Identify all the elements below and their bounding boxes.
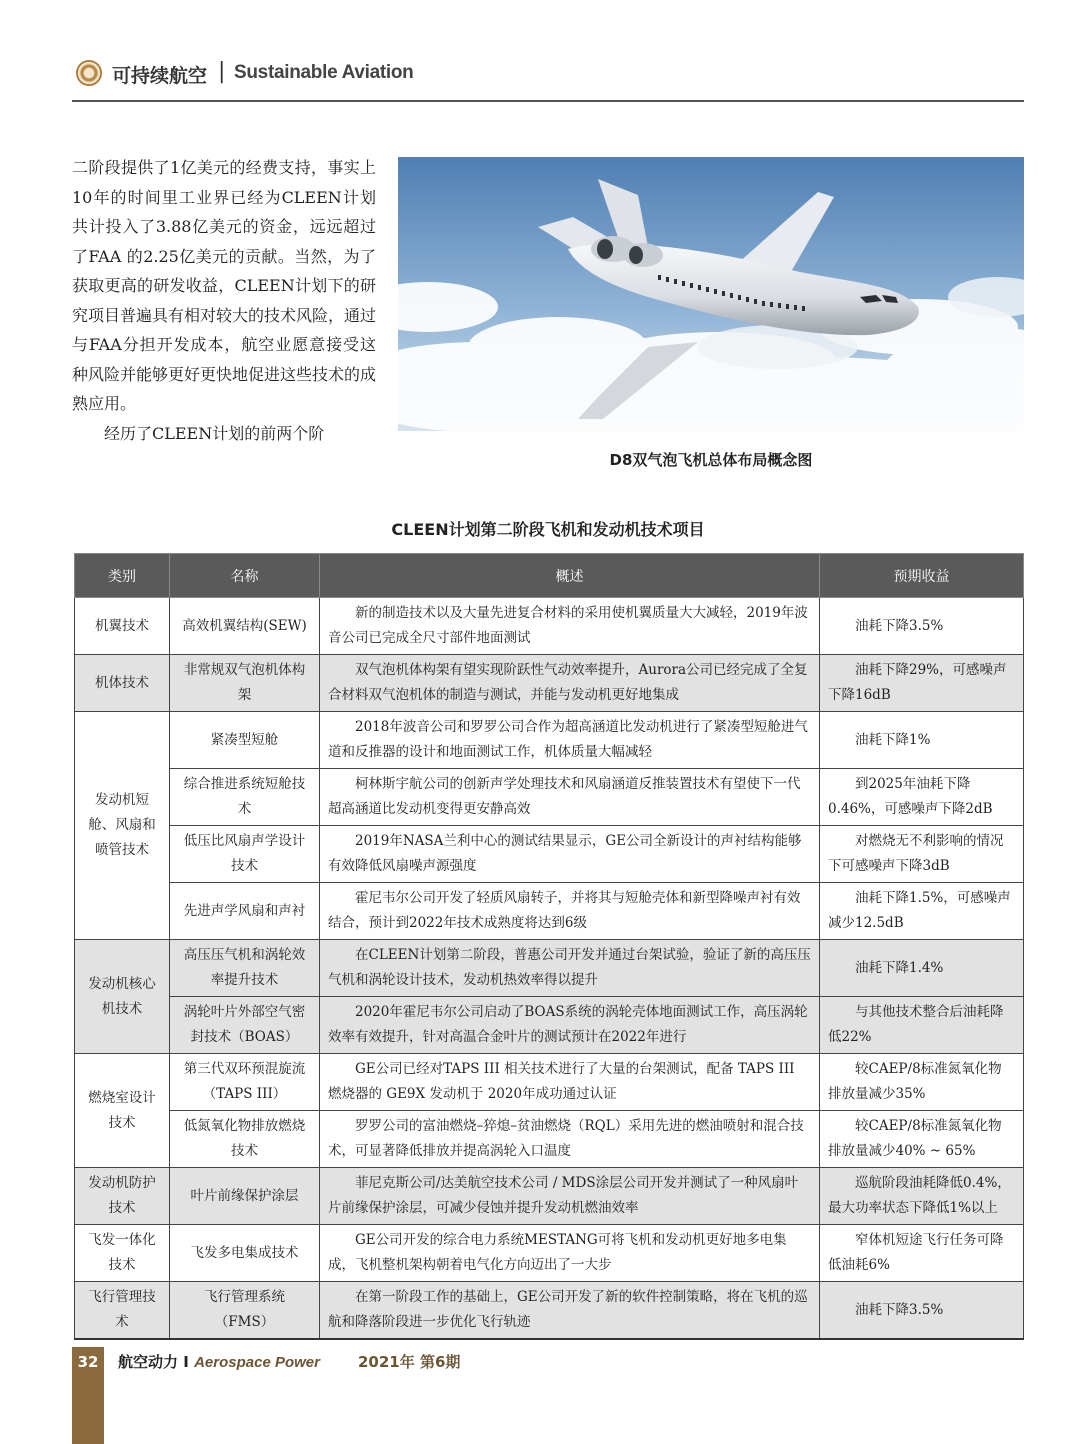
table-row (75, 1054, 1024, 1111)
category-cell: 燃烧室设计技术 (75, 1054, 170, 1168)
summary-cell: 2019年NASA兰利中心的测试结果显示，GE公司全新设计的声衬结构能够有效降低风扇噪声源强度 (320, 826, 820, 883)
name-cell: 紧凑型短舱 (170, 712, 320, 769)
name-cell: 飞行管理系统（FMS） (170, 1282, 320, 1340)
name-cell: 高压压气机和涡轮效率提升技术 (170, 940, 320, 997)
section-logo-icon (76, 60, 102, 86)
journal-separator: I (183, 1353, 189, 1371)
page-footer (72, 1347, 492, 1377)
name-cell: 先进声学风扇和声衬 (170, 883, 320, 940)
cleen-tech-table (74, 553, 1024, 1340)
summary-cell: 柯林斯宇航公司的创新声学处理技术和风扇涵道反推装置技术有望使下一代超高涵道比发动机变得更安静高效 (320, 769, 820, 826)
summary-cell: GE公司开发的综合电力系统MESTANG可将飞机和发动机更好地多电集成，飞机整机架构朝着电气化方向迈出了一大步 (320, 1225, 820, 1282)
figure-caption: D8双气泡飞机总体布局概念图 (609, 451, 813, 469)
table-header-row (75, 554, 1024, 598)
name-cell: 综合推进系统短舱技术 (170, 769, 320, 826)
table-row (75, 1282, 1024, 1340)
journal-issue: 2021年 第6期 (358, 1353, 461, 1371)
table-row (75, 883, 1024, 940)
category-cell: 发动机防护技术 (75, 1168, 170, 1225)
category-cell: 机翼技术 (75, 598, 170, 655)
benefit-cell: 油耗下降3.5% (820, 1282, 1024, 1340)
name-cell: 第三代双环预混旋流（TAPS III） (170, 1054, 320, 1111)
category-cell: 发动机核心机技术 (75, 940, 170, 1054)
benefit-cell: 巡航阶段油耗降低0.4%，最大功率状态下降低1%以上 (820, 1168, 1024, 1225)
journal-title-cn: 航空动力 (118, 1353, 179, 1371)
benefit-cell: 油耗下降1.5%，可感噪声减少12.5dB (820, 883, 1024, 940)
summary-cell: 双气泡机体构架有望实现阶跃性气动效率提升，Aurora公司已经完成了全复合材料双气泡机体的制造与测试，并能与发动机更好地集成 (320, 655, 820, 712)
body-text-column (72, 153, 376, 448)
benefit-cell: 油耗下降29%，可感噪声下降16dB (820, 655, 1024, 712)
benefit-cell: 油耗下降3.5% (820, 598, 1024, 655)
benefit-cell: 较CAEP/8标准氮氧化物排放量减少35% (820, 1054, 1024, 1111)
summary-cell: 2020年霍尼韦尔公司启动了BOAS系统的涡轮壳体地面测试工作，高压涡轮效率有效提升，针对高温合金叶片的测试预计在2022年进行 (320, 997, 820, 1054)
page-number: 32 (72, 1347, 104, 1444)
category-cell: 飞行管理技术 (75, 1282, 170, 1340)
category-cell: 机体技术 (75, 655, 170, 712)
table-row (75, 826, 1024, 883)
section-title-en: Sustainable Aviation (234, 62, 414, 83)
table-row (75, 1168, 1024, 1225)
summary-cell: 新的制造技术以及大量先进复合材料的采用使机翼质量大大减轻，2019年波音公司已完成全尺寸部件地面测试 (320, 598, 820, 655)
name-cell: 低氮氧化物排放燃烧技术 (170, 1111, 320, 1168)
benefit-cell: 油耗下降1% (820, 712, 1024, 769)
aircraft-image (398, 157, 1024, 431)
table-row (75, 655, 1024, 712)
benefit-cell: 到2025年油耗下降0.46%，可感噪声下降2dB (820, 769, 1024, 826)
name-cell: 非常规双气泡机体构架 (170, 655, 320, 712)
benefit-cell: 与其他技术整合后油耗降低22% (820, 997, 1024, 1054)
column-header: 名称 (170, 554, 320, 598)
table-row (75, 1225, 1024, 1282)
section-title-cn: 可持续航空 (112, 65, 208, 87)
summary-cell: 菲尼克斯公司/达美航空技术公司 / MDS涂层公司开发并测试了一种风扇叶片前缘保护涂层，可减少侵蚀并提升发动机燃油效率 (320, 1168, 820, 1225)
body-paragraph-1: 二阶段提供了1亿美元的经费支持，事实上10年的时间里工业界已经为CLEEN计划共计投入了3.88亿美元的资金，远远超过了FAA 的2.25亿美元的贡献。当然，为了获取更高的研发收益，CLEEN计划下的研究项目普遍具有相对较大的技术风险，通过与FAA分担开发成本，航空业愿意接受这种风险并能够更好更快地促进这些技术的成熟应用。 (72, 158, 377, 413)
d8-aircraft-figure (398, 157, 1024, 431)
table-row (75, 997, 1024, 1054)
summary-cell: 2018年波音公司和罗罗公司合作为超高涵道比发动机进行了紧凑型短舱进气道和反推器的设计和地面测试工作，机体质量大幅减轻 (320, 712, 820, 769)
table-row (75, 769, 1024, 826)
table-row (75, 598, 1024, 655)
summary-cell: 在第一阶段工作的基础上，GE公司开发了新的软件控制策略，将在飞机的巡航和降落阶段进一步优化飞行轨迹 (320, 1282, 820, 1340)
column-header: 类别 (75, 554, 170, 598)
journal-title-en: Aerospace Power (194, 1354, 320, 1371)
column-header: 预期收益 (820, 554, 1024, 598)
journal-title (118, 1351, 320, 1372)
name-cell: 飞发多电集成技术 (170, 1225, 320, 1282)
benefit-cell: 较CAEP/8标准氮氧化物排放量减少40% ~ 65% (820, 1111, 1024, 1168)
benefit-cell: 油耗下降1.4% (820, 940, 1024, 997)
body-paragraph-2: 经历了CLEEN计划的前两个阶 (104, 423, 325, 443)
table-title: CLEEN计划第二阶段飞机和发动机技术项目 (391, 520, 705, 539)
column-header: 概述 (320, 554, 820, 598)
table-row (75, 712, 1024, 769)
summary-cell: 罗罗公司的富油燃烧–猝熄–贫油燃烧（RQL）采用先进的燃油喷射和混合技术，可显著降低排放并提高涡轮入口温度 (320, 1111, 820, 1168)
name-cell: 低压比风扇声学设计技术 (170, 826, 320, 883)
name-cell: 涡轮叶片外部空气密封技术（BOAS） (170, 997, 320, 1054)
category-cell: 飞发一体化技术 (75, 1225, 170, 1282)
category-cell: 发动机短舱、风扇和喷管技术 (75, 712, 170, 940)
page-header (72, 58, 1024, 102)
summary-cell: GE公司已经对TAPS III 相关技术进行了大量的台架测试，配备 TAPS III 燃烧器的 GE9X 发动机于 2020年成功通过认证 (320, 1054, 820, 1111)
benefit-cell: 窄体机短途飞行任务可降低油耗6% (820, 1225, 1024, 1282)
name-cell: 高效机翼结构(SEW) (170, 598, 320, 655)
header-separator: | (218, 59, 226, 84)
table-row (75, 940, 1024, 997)
benefit-cell: 对燃烧无不利影响的情况下可感噪声下降3dB (820, 826, 1024, 883)
summary-cell: 在CLEEN计划第二阶段，普惠公司开发并通过台架试验，验证了新的高压压气机和涡轮设计技术，发动机热效率得以提升 (320, 940, 820, 997)
table-row (75, 1111, 1024, 1168)
name-cell: 叶片前缘保护涂层 (170, 1168, 320, 1225)
summary-cell: 霍尼韦尔公司开发了轻质风扇转子，并将其与短舱壳体和新型降噪声衬有效结合，预计到2022年技术成熟度将达到6级 (320, 883, 820, 940)
